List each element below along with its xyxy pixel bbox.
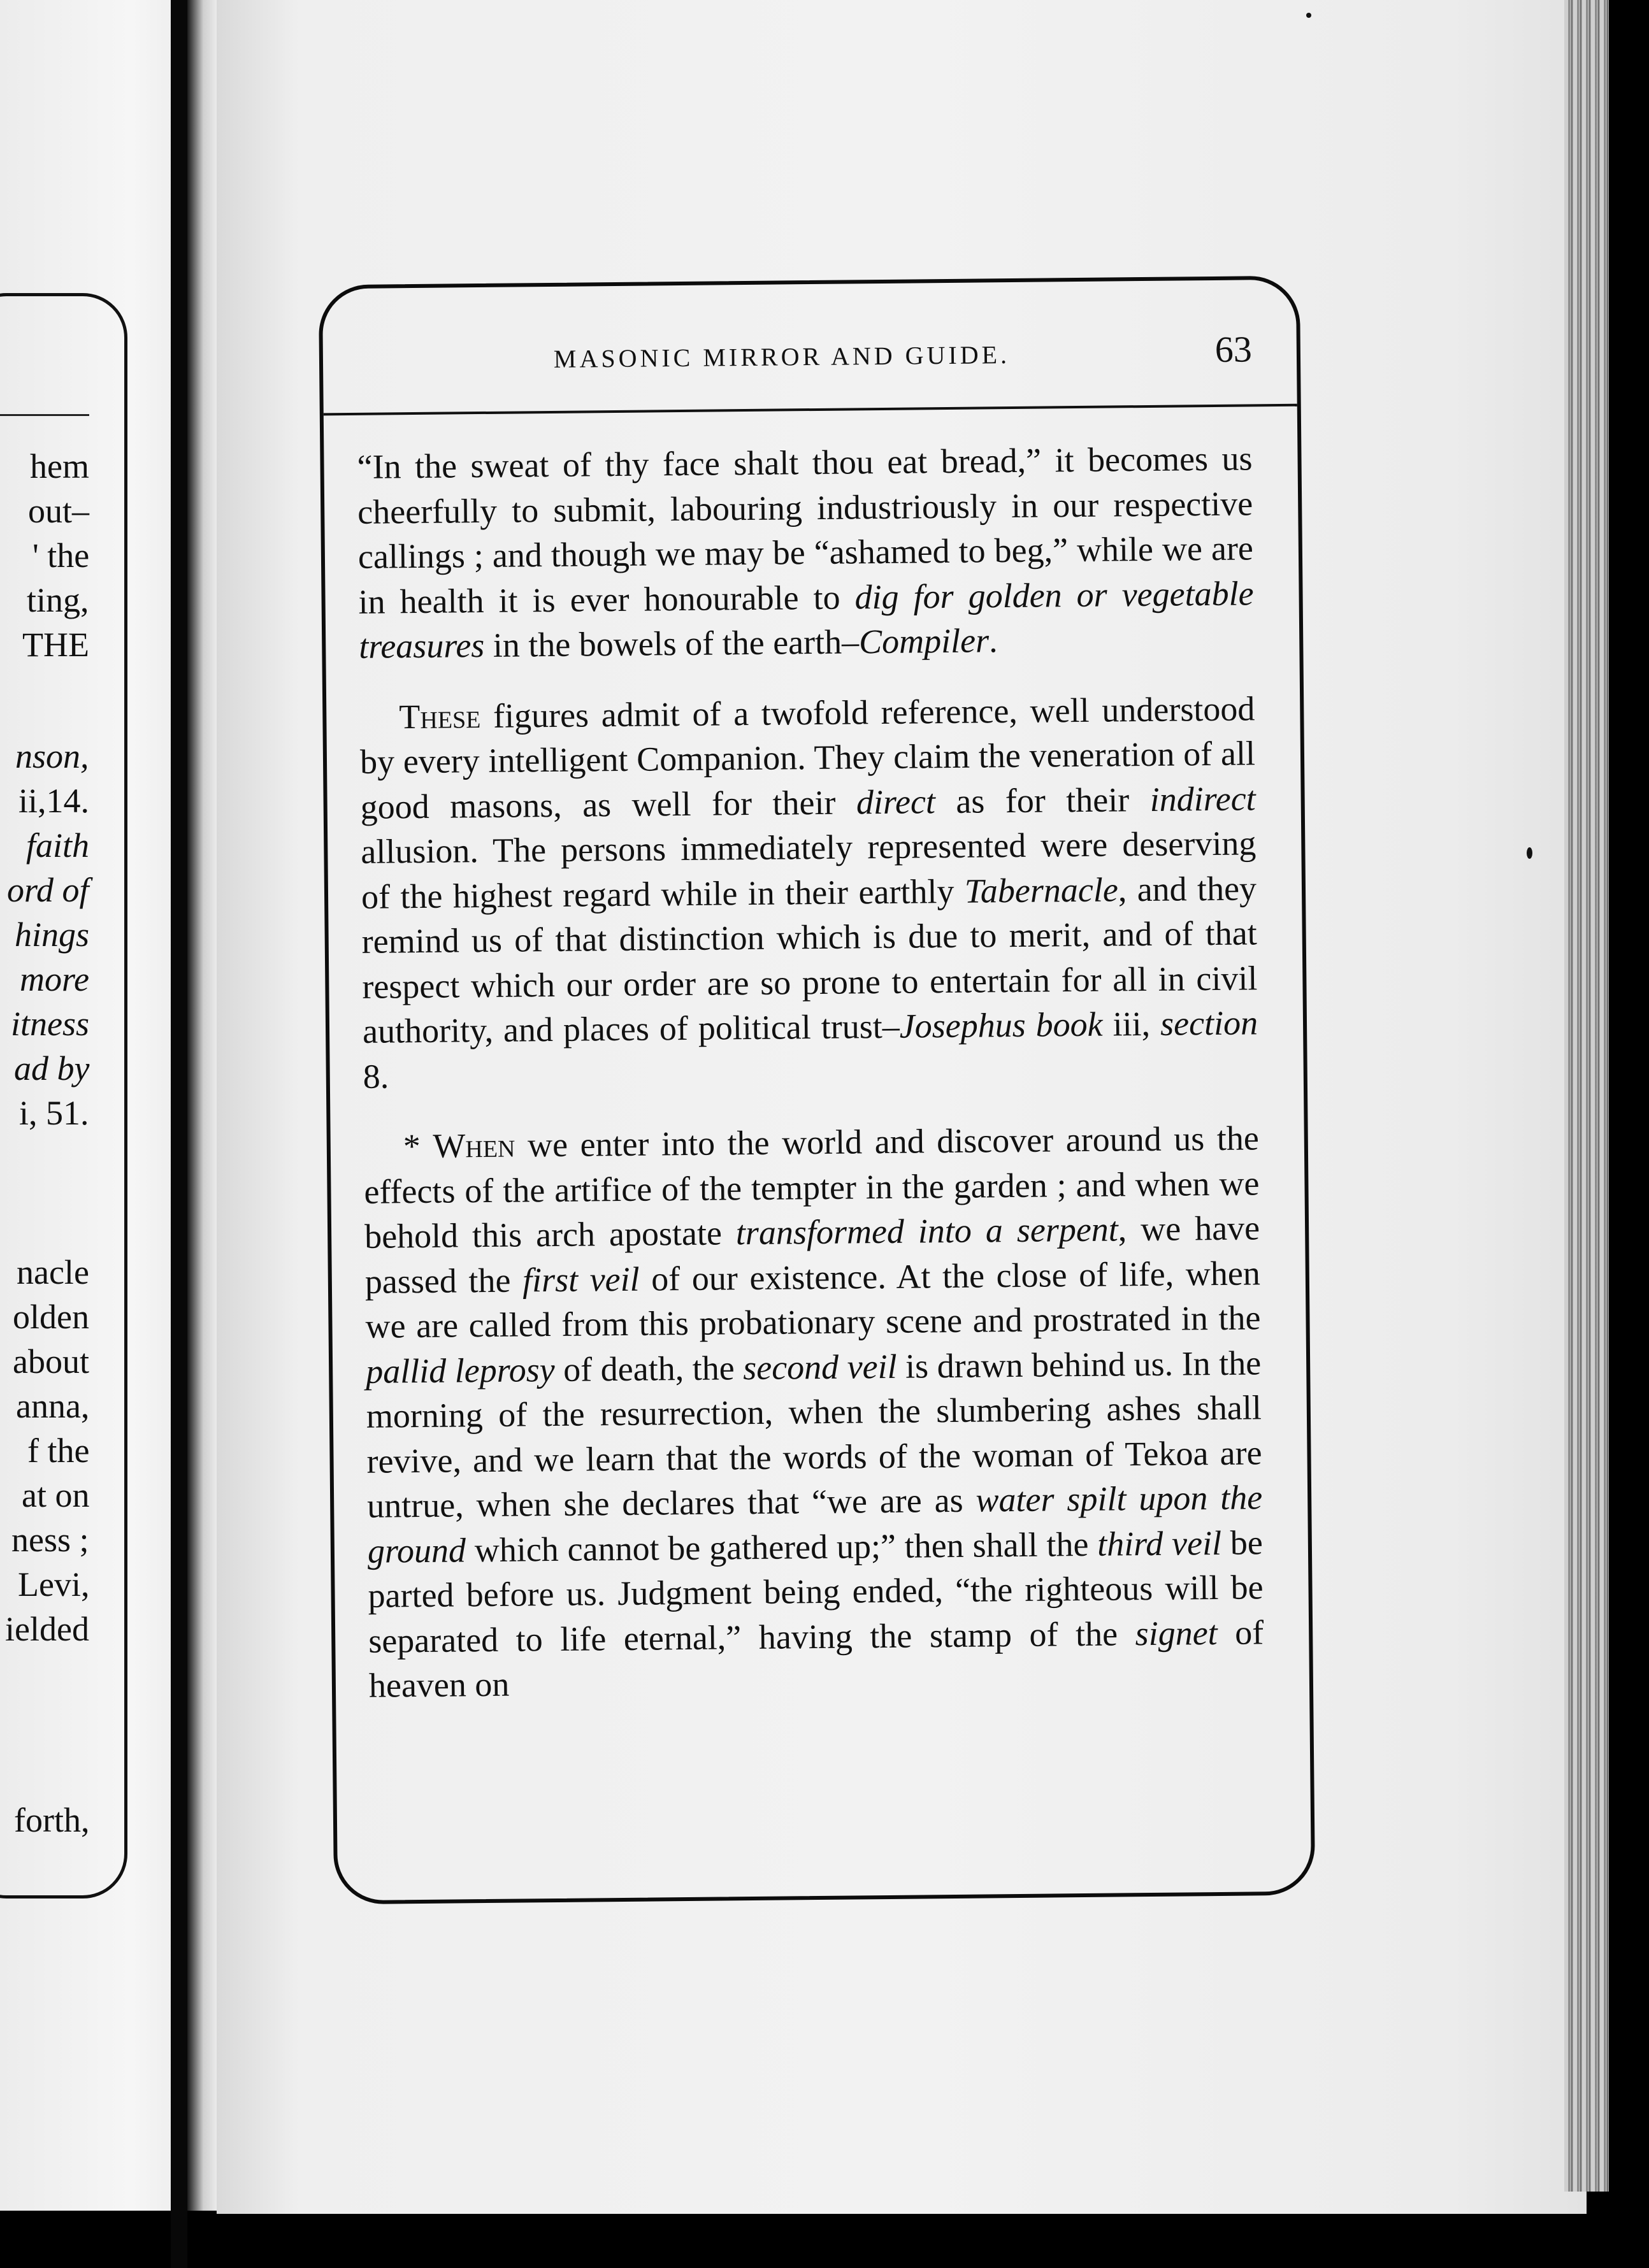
text-run: allusion. The persons immediately represented were deserving of the highest regard while in their earthly: [361, 824, 1257, 916]
previous-page-line: about: [13, 1342, 89, 1381]
previous-page-line: itness: [11, 1005, 90, 1043]
binding-gutter: [171, 0, 187, 2268]
text-run: figures admit of a twofold reference, well understood by every intelligent Companion. They claim the veneration of all good masons, as well for their: [359, 689, 1256, 826]
text-run: , and they remind us of that distinction which is due to merit, and of that respect which our order are so prone to entertain for all in civil authority, and places of political trust–: [361, 868, 1258, 1051]
italic-run: direct: [856, 782, 936, 821]
previous-page-line: forth,: [14, 1801, 90, 1839]
body-text: [357, 436, 1264, 1708]
previous-page-line: ' the: [32, 536, 90, 575]
text-run: as for their: [935, 780, 1150, 821]
text-run: *: [403, 1126, 433, 1166]
page-number: 63: [1214, 328, 1253, 370]
italic-run: water spilt upon the ground: [367, 1478, 1263, 1570]
previous-page-line: anna,: [16, 1387, 90, 1425]
paragraph: [357, 436, 1254, 669]
text-run: of death, the: [554, 1348, 744, 1389]
page-edges: [1564, 0, 1609, 2192]
italic-run: third veil: [1097, 1523, 1222, 1563]
text-run: in the bowels of the earth–: [484, 622, 860, 664]
previous-page-line: faith: [26, 826, 90, 865]
paragraph: [359, 686, 1258, 1099]
header-rule: [324, 404, 1297, 416]
text-run: .: [988, 621, 998, 660]
previous-page-line: out–: [28, 492, 90, 530]
previous-page-line: ielded: [5, 1610, 89, 1648]
previous-page-line: THE: [22, 626, 89, 664]
italic-run: section: [1160, 1003, 1258, 1043]
italic-run: signet: [1135, 1613, 1218, 1653]
text-run: is drawn behind us. In the morning of the resurrection, when the slumbering ashes shall revive, and we learn that the words of the woman of Tekoa are untrue, when she declares that “we are as: [366, 1343, 1262, 1525]
italic-run: dig for golden or vegetable treasures: [358, 573, 1254, 666]
previous-page-line: nacle: [17, 1253, 89, 1291]
previous-page-line: olden: [13, 1298, 89, 1336]
previous-page-line: hem: [30, 447, 89, 485]
text-run: “In the sweat of thy face shalt thou eat bread,” it becomes us cheerfully to submit, labouring industriously in our respective callings ; and though we may be “ashamed to beg,” while we are in health it is ever honourable to: [357, 439, 1254, 621]
previous-page-rule: [0, 414, 89, 416]
page-frame: [319, 276, 1315, 1905]
text-run: These: [399, 696, 481, 736]
previous-page-line: ord of: [7, 871, 89, 909]
italic-run: pallid leprosy: [365, 1350, 555, 1391]
previous-page-line: at on: [22, 1476, 90, 1514]
previous-page-line: ad by: [14, 1049, 90, 1087]
previous-page-line: f the: [27, 1432, 90, 1470]
text-run: 8.: [363, 1056, 389, 1096]
previous-page-line: Levi,: [18, 1565, 90, 1604]
text-run: we enter into the world and discover around us the effects of the artifice of the tempter in the garden ; and when we behold this arch apostate: [364, 1119, 1260, 1256]
previous-page-line: hings: [15, 915, 90, 954]
italic-run: indirect: [1149, 779, 1256, 819]
italic-run: Tabernacle: [964, 870, 1119, 910]
scan-speck: [1527, 847, 1532, 859]
italic-run: Josephus book: [899, 1005, 1103, 1045]
previous-page-line: ting,: [27, 581, 89, 619]
previous-page-line: nson,: [15, 737, 89, 775]
previous-page-line: ness ;: [11, 1521, 89, 1559]
scan-speck: [1306, 13, 1311, 18]
text-run: of heaven on: [368, 1612, 1264, 1705]
text-run: , we have passed the: [364, 1209, 1260, 1301]
italic-run: transformed into a serpent: [735, 1210, 1119, 1252]
text-run: iii,: [1102, 1004, 1161, 1044]
previous-page-line: i, 51.: [19, 1094, 89, 1132]
paragraph: [363, 1116, 1264, 1708]
previous-page-line: ii,14.: [18, 782, 90, 820]
text-run: be parted before us. Judgment being ended, “the righteous will be separated to life eternal,” having the stamp of the: [368, 1523, 1264, 1660]
text-run: of our existence. At the close of life, when we are called from this probationary scene and prostrated in the: [365, 1253, 1261, 1346]
italic-run: first veil: [522, 1260, 640, 1299]
text-run: which cannot be gathered up;” then shall the: [465, 1525, 1098, 1569]
italic-run: Compiler: [858, 621, 990, 661]
italic-run: second veil: [742, 1347, 897, 1387]
previous-page-line: more: [20, 960, 89, 998]
running-title: MASONIC MIRROR AND GUIDE.: [553, 340, 1011, 373]
text-run: When: [433, 1126, 515, 1165]
